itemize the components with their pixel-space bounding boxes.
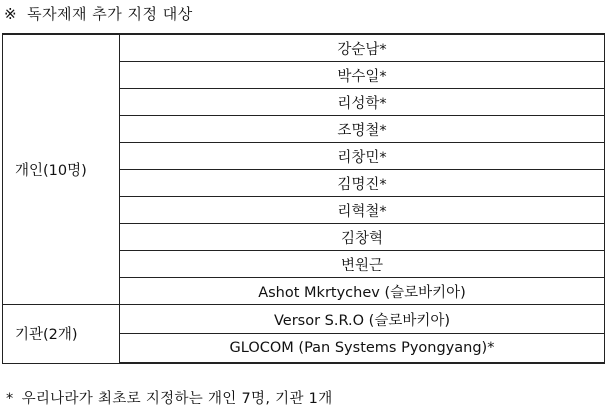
category-individuals: 개인(10명): [3, 34, 120, 305]
individual-name: 김창혁: [120, 224, 605, 251]
entity-name: GLOCOM (Pan Systems Pyongyang)*: [120, 334, 605, 364]
table-row: [3, 305, 605, 334]
footnote-text: 우리나라가 최초로 지정하는 개인 7명, 기관 1개: [21, 391, 333, 407]
asterisk-icon: *: [6, 391, 14, 407]
reference-mark-icon: ※: [4, 5, 18, 23]
individual-name: Ashot Mkrtychev (슬로바키아): [120, 278, 605, 305]
individual-name: 리창민*: [120, 143, 605, 170]
individual-name: 조명철*: [120, 116, 605, 143]
individual-name: 변원근: [120, 251, 605, 278]
individual-name: 강순남*: [120, 34, 605, 62]
individual-name: 박수일*: [120, 62, 605, 89]
footnote: [6, 387, 333, 408]
section-heading: [4, 3, 193, 24]
individual-name: 김명진*: [120, 170, 605, 197]
heading-text: 독자제재 추가 지정 대상: [27, 5, 193, 23]
designation-table: [2, 33, 605, 364]
entity-name: Versor S.R.O (슬로바키아): [120, 305, 605, 334]
table-row: [3, 34, 605, 62]
category-entities: 기관(2개): [3, 305, 120, 364]
individual-name: 리성학*: [120, 89, 605, 116]
individual-name: 리혁철*: [120, 197, 605, 224]
